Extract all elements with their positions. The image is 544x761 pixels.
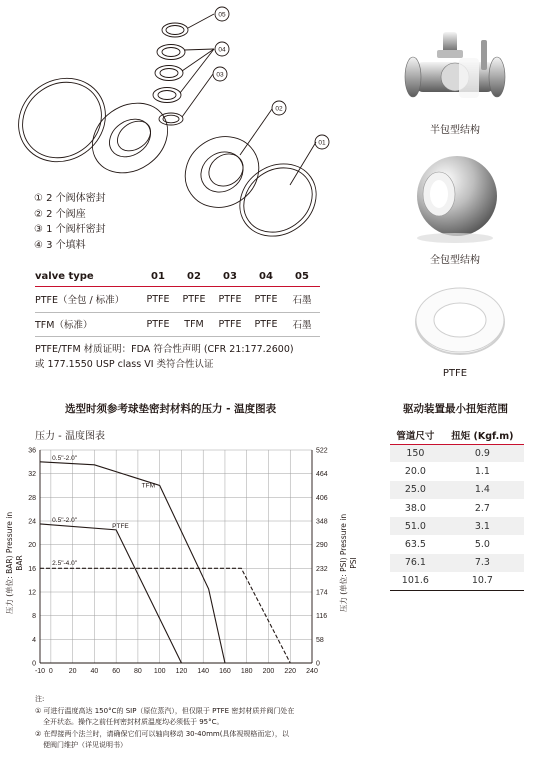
y2-tick-label: 116: [316, 613, 328, 621]
footnote-line: 便阀门维护（详见说明书）: [43, 741, 127, 749]
y2-tick-label: 522: [316, 447, 328, 455]
cell: PTFE: [146, 318, 170, 330]
y2-tick-label: 348: [316, 518, 328, 526]
cert-line: 或 177.1550 USP class VI 类符合性认证: [35, 359, 214, 370]
full-wrap-ball-image: [405, 150, 505, 245]
cell: TFM: [184, 318, 204, 330]
y-tick-label: 4: [32, 636, 36, 644]
footnote-line: ② 在焊接两个法兰时，请确保它们可以轴向移动 30-40mm(具体视规格而定），以: [35, 729, 289, 738]
y2-tick-label: 174: [316, 589, 328, 597]
cell: 7.3: [441, 554, 524, 572]
cell: 石墨: [292, 320, 312, 331]
y-tick-label: 36: [28, 447, 36, 455]
y2-axis-label-box: [338, 505, 362, 615]
y-axis-label: 压力 (单位: BAR) Pressure in BAR: [5, 511, 24, 615]
cell: PTFE: [146, 293, 170, 305]
cell: 20.0: [404, 465, 426, 477]
cell: 10.7: [471, 575, 493, 587]
torque-header: 扭矩 (Kgf.m): [451, 430, 514, 442]
cell: 63.5: [404, 539, 426, 551]
y2-axis-label: 压力 (单位: PSI) Pressure in PSI: [339, 513, 358, 613]
cell: 3.1: [441, 517, 524, 535]
cell: 石墨: [292, 295, 312, 306]
chart-title: 压力 - 温度图表: [35, 431, 105, 442]
cell: 0.9: [441, 444, 524, 462]
legend-item: ② 2 个阀座: [34, 208, 86, 220]
callout-04: 04: [218, 46, 226, 54]
x-tick-label: 200: [262, 668, 275, 675]
cell: 25.0: [390, 481, 441, 499]
cert-note: [35, 342, 294, 372]
cell: 101.6: [401, 575, 429, 587]
footnote-line: 注:: [35, 695, 45, 703]
col-header: 03: [223, 271, 237, 283]
table-row: [35, 286, 320, 312]
valve-type-table: [35, 268, 320, 337]
cell: PTFE（全包 / 标准）: [35, 295, 125, 306]
y-tick-label: 24: [28, 518, 36, 526]
col-header: 05: [295, 271, 309, 283]
x-tick-label: 0: [48, 668, 53, 675]
x-tick-label: 20: [68, 668, 77, 675]
footnote-line: ① 可进行温度高达 150°C的 SIP（原位蒸汽），但仅限于 PTFE 密封材质并阀门处在: [35, 706, 295, 715]
ptfe-caption: PTFE: [442, 368, 468, 379]
callout-01: 01: [318, 139, 326, 147]
cell: 76.1: [390, 554, 441, 572]
y2-tick-label: 232: [316, 565, 328, 573]
table-row: [390, 499, 524, 517]
tfm-series-label: TFM: [141, 482, 156, 490]
footnotes: [35, 694, 294, 752]
cell: 1.1: [474, 465, 490, 477]
x-tick-label: 240: [306, 668, 318, 675]
x-tick-label: 60: [112, 668, 121, 675]
legend-item: ③ 1 个阀杆密封: [34, 224, 106, 235]
y-tick-label: 12: [28, 589, 36, 597]
cell: 51.0: [390, 517, 441, 535]
y-tick-label: 32: [28, 471, 36, 479]
torque-table: [390, 426, 524, 591]
cell: PTFE: [254, 293, 278, 305]
torque-header: 管道尺寸: [396, 430, 435, 442]
x-tick-label: -10: [34, 668, 46, 675]
torque-section-title: 驱动装置最小扭矩范围: [403, 403, 508, 415]
seal-legend: [34, 191, 106, 253]
cell: 38.0: [404, 502, 426, 514]
cell: PTFE: [218, 318, 242, 330]
cell: PTFE: [182, 293, 206, 305]
y-axis-label-box: [4, 505, 28, 615]
chart-section-title: 选型时须参考球垫密封材料的压力 - 温度图表: [65, 403, 277, 415]
cert-line: PTFE/TFM 材质证明：FDA 符合性声明 (CFR 21:177.2600): [35, 344, 294, 355]
cell: 5.0: [474, 539, 490, 551]
legend-item: ④ 3 个填料: [34, 239, 86, 251]
callout-03: 03: [216, 71, 224, 79]
col-header: 01: [151, 271, 165, 283]
y2-tick-label: 58: [316, 636, 324, 644]
table-row: [390, 481, 524, 499]
table-row: [390, 572, 524, 590]
half-wrap-caption: 半包型结构: [430, 125, 480, 136]
footnote-line: 全开状态。操作之前任何密封材质温度均必须低于 95°C。: [43, 718, 224, 726]
pressure-temperature-chart: [0, 440, 370, 685]
y2-tick-label: 464: [316, 471, 328, 479]
half-wrap-valve-image: [395, 22, 515, 117]
table-row: [390, 517, 524, 535]
y-tick-label: 28: [28, 494, 36, 502]
y-tick-label: 0: [32, 660, 36, 668]
y2-tick-label: 0: [316, 660, 320, 668]
ptfe-ring-image: [412, 282, 508, 358]
x-tick-label: 100: [153, 668, 166, 675]
ptfe-series-label: PTFE: [112, 522, 129, 530]
callout-05: 05: [218, 11, 226, 19]
x-tick-label: 140: [197, 668, 210, 675]
cell: PTFE: [218, 293, 242, 305]
table-row: [390, 535, 524, 553]
x-tick-label: 40: [90, 668, 99, 675]
callout-02: 02: [275, 105, 283, 113]
y-tick-label: 16: [28, 565, 36, 573]
cell: 2.7: [474, 502, 490, 514]
size-range-label: 0.5"-2.0": [52, 454, 78, 462]
size-range-label: 2.5"-4.0": [52, 560, 78, 568]
full-wrap-caption: 全包型结构: [430, 255, 480, 266]
x-tick-label: 220: [284, 668, 297, 675]
table-row: [35, 312, 320, 336]
y-tick-label: 8: [32, 613, 36, 621]
cell: 150: [390, 444, 441, 462]
cell: TFM（标准）: [35, 320, 93, 331]
col-header: 02: [187, 271, 201, 283]
chart-grid: [40, 450, 312, 663]
table-row: [390, 444, 524, 462]
x-tick-label: 160: [219, 668, 231, 675]
y-tick-label: 20: [28, 542, 36, 550]
col-header: 04: [259, 271, 273, 283]
table-row: [390, 462, 524, 480]
x-tick-label: 80: [134, 668, 142, 675]
legend-item: ① 2 个阀体密封: [34, 193, 106, 204]
table-row: [390, 554, 524, 572]
valve-type-header: valve type: [35, 271, 94, 283]
y2-tick-label: 290: [316, 542, 328, 550]
x-tick-label: 180: [240, 668, 253, 675]
cell: PTFE: [254, 318, 278, 330]
size-range-label: 0.5"-2.0": [52, 516, 78, 524]
x-tick-label: 120: [175, 668, 188, 675]
cell: 1.4: [441, 481, 524, 499]
y2-tick-label: 406: [316, 494, 328, 502]
